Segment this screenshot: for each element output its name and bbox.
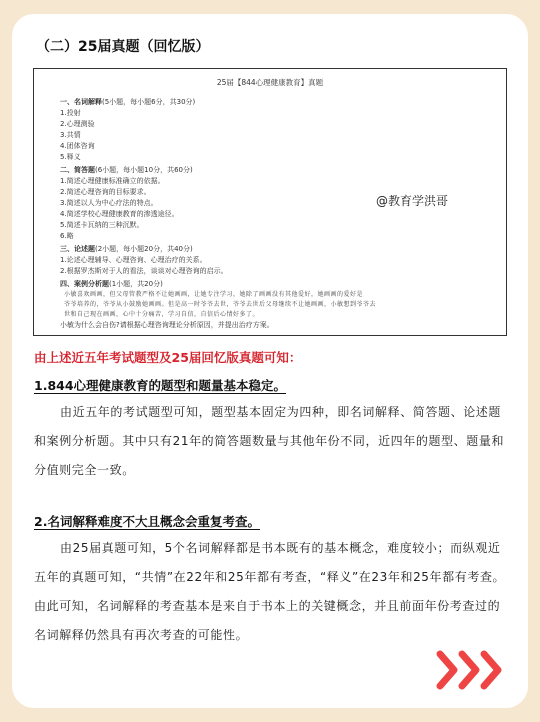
question-item: 3.共情	[60, 131, 81, 139]
section-header: 一、名词解释(5小题，每小题6分，共30分)	[60, 98, 196, 106]
question-item: 2.根据罗杰斯对于人的看法，谈谈对心理咨询的启示。	[60, 267, 228, 275]
question-item: 5.释义	[60, 153, 81, 161]
conclusion-heading: 由上述近五年考试题型及25届回忆版真题可知：	[34, 350, 302, 365]
question-item: 3.简述以人为中心疗法的特点。	[60, 199, 158, 207]
question-item: 1.简述心理健康标准确立的依据。	[60, 177, 165, 185]
question-item: 1.论述心理辅导、心理咨询、心理治疗的关系。	[60, 256, 207, 264]
case-text: 世和自己现在画画，心中十分痛苦，学习自信，自信后心情好多了。	[64, 311, 260, 318]
question-item: 5.简述卡瓦纳的三种沉默。	[60, 221, 144, 229]
point-body: 由近五年的考试题型可知，题型基本固定为四种，即名词解释、简答题、论述题和案例分析题。其中只有21年的简答题数量与其他年份不同，近四年的题型、题量和分值则完全一致。	[34, 405, 505, 477]
section-header: 四、案例分析题(1小题，共20分)	[60, 280, 163, 288]
section-heading: （二）25届真题（回忆版）	[36, 39, 210, 55]
watermark: @教育学洪哥	[376, 194, 449, 208]
question-item: 2.简述心理咨询的目标要求。	[60, 188, 151, 196]
question-item: 6.略	[60, 232, 74, 240]
question-item: 1.投射	[60, 109, 81, 117]
point-title: 1.844心理健康教育的题型和题量基本稳定。	[34, 378, 287, 393]
question-item: 4.团体咨询	[60, 142, 95, 150]
triple-chevron-right-icon[interactable]	[436, 648, 508, 696]
question-item: 4.简述学校心理健康教育的渗透途径。	[60, 210, 179, 218]
case-text: 爷爷培养的，爷爷从小鼓励她画画。但是高一时爷爷去世，爷爷去世后父母继续不让她画画，小敏想到爷爷去	[64, 301, 377, 308]
section-header: 三、论述题(2小题，每小题20分，共40分)	[60, 245, 193, 253]
point-title: 2.名词解释难度不大且概念会重复考查。	[34, 514, 260, 529]
question-item: 2.心理测验	[60, 120, 95, 128]
exam-title: 25届【844心理健康教育】真题	[216, 78, 324, 87]
section-header: 二、简答题(6小题，每小题10分，共60分)	[60, 166, 193, 174]
point-body: 由25届真题可知，5个名词解释都是书本既有的基本概念，难度较小；而纵观近五年的真题可知，“共情”在22年和25年都有考查，“释义”在23年和25年都有考查。由此可知，名词解释的考查基本是来自于书本上的关键概念，并且前面年份考查过的名词解释仍然具有再次考查的可能性。	[34, 541, 506, 642]
case-text: 小敏喜欢画画，但父母管教严格不让她画画，让她专注学习，她除了画画没有其他爱好，她画画的爱好是	[64, 291, 364, 298]
case-question: 小敏为什么会自伤?请根据心理咨询理论分析原因，并提出治疗方案。	[60, 321, 274, 329]
